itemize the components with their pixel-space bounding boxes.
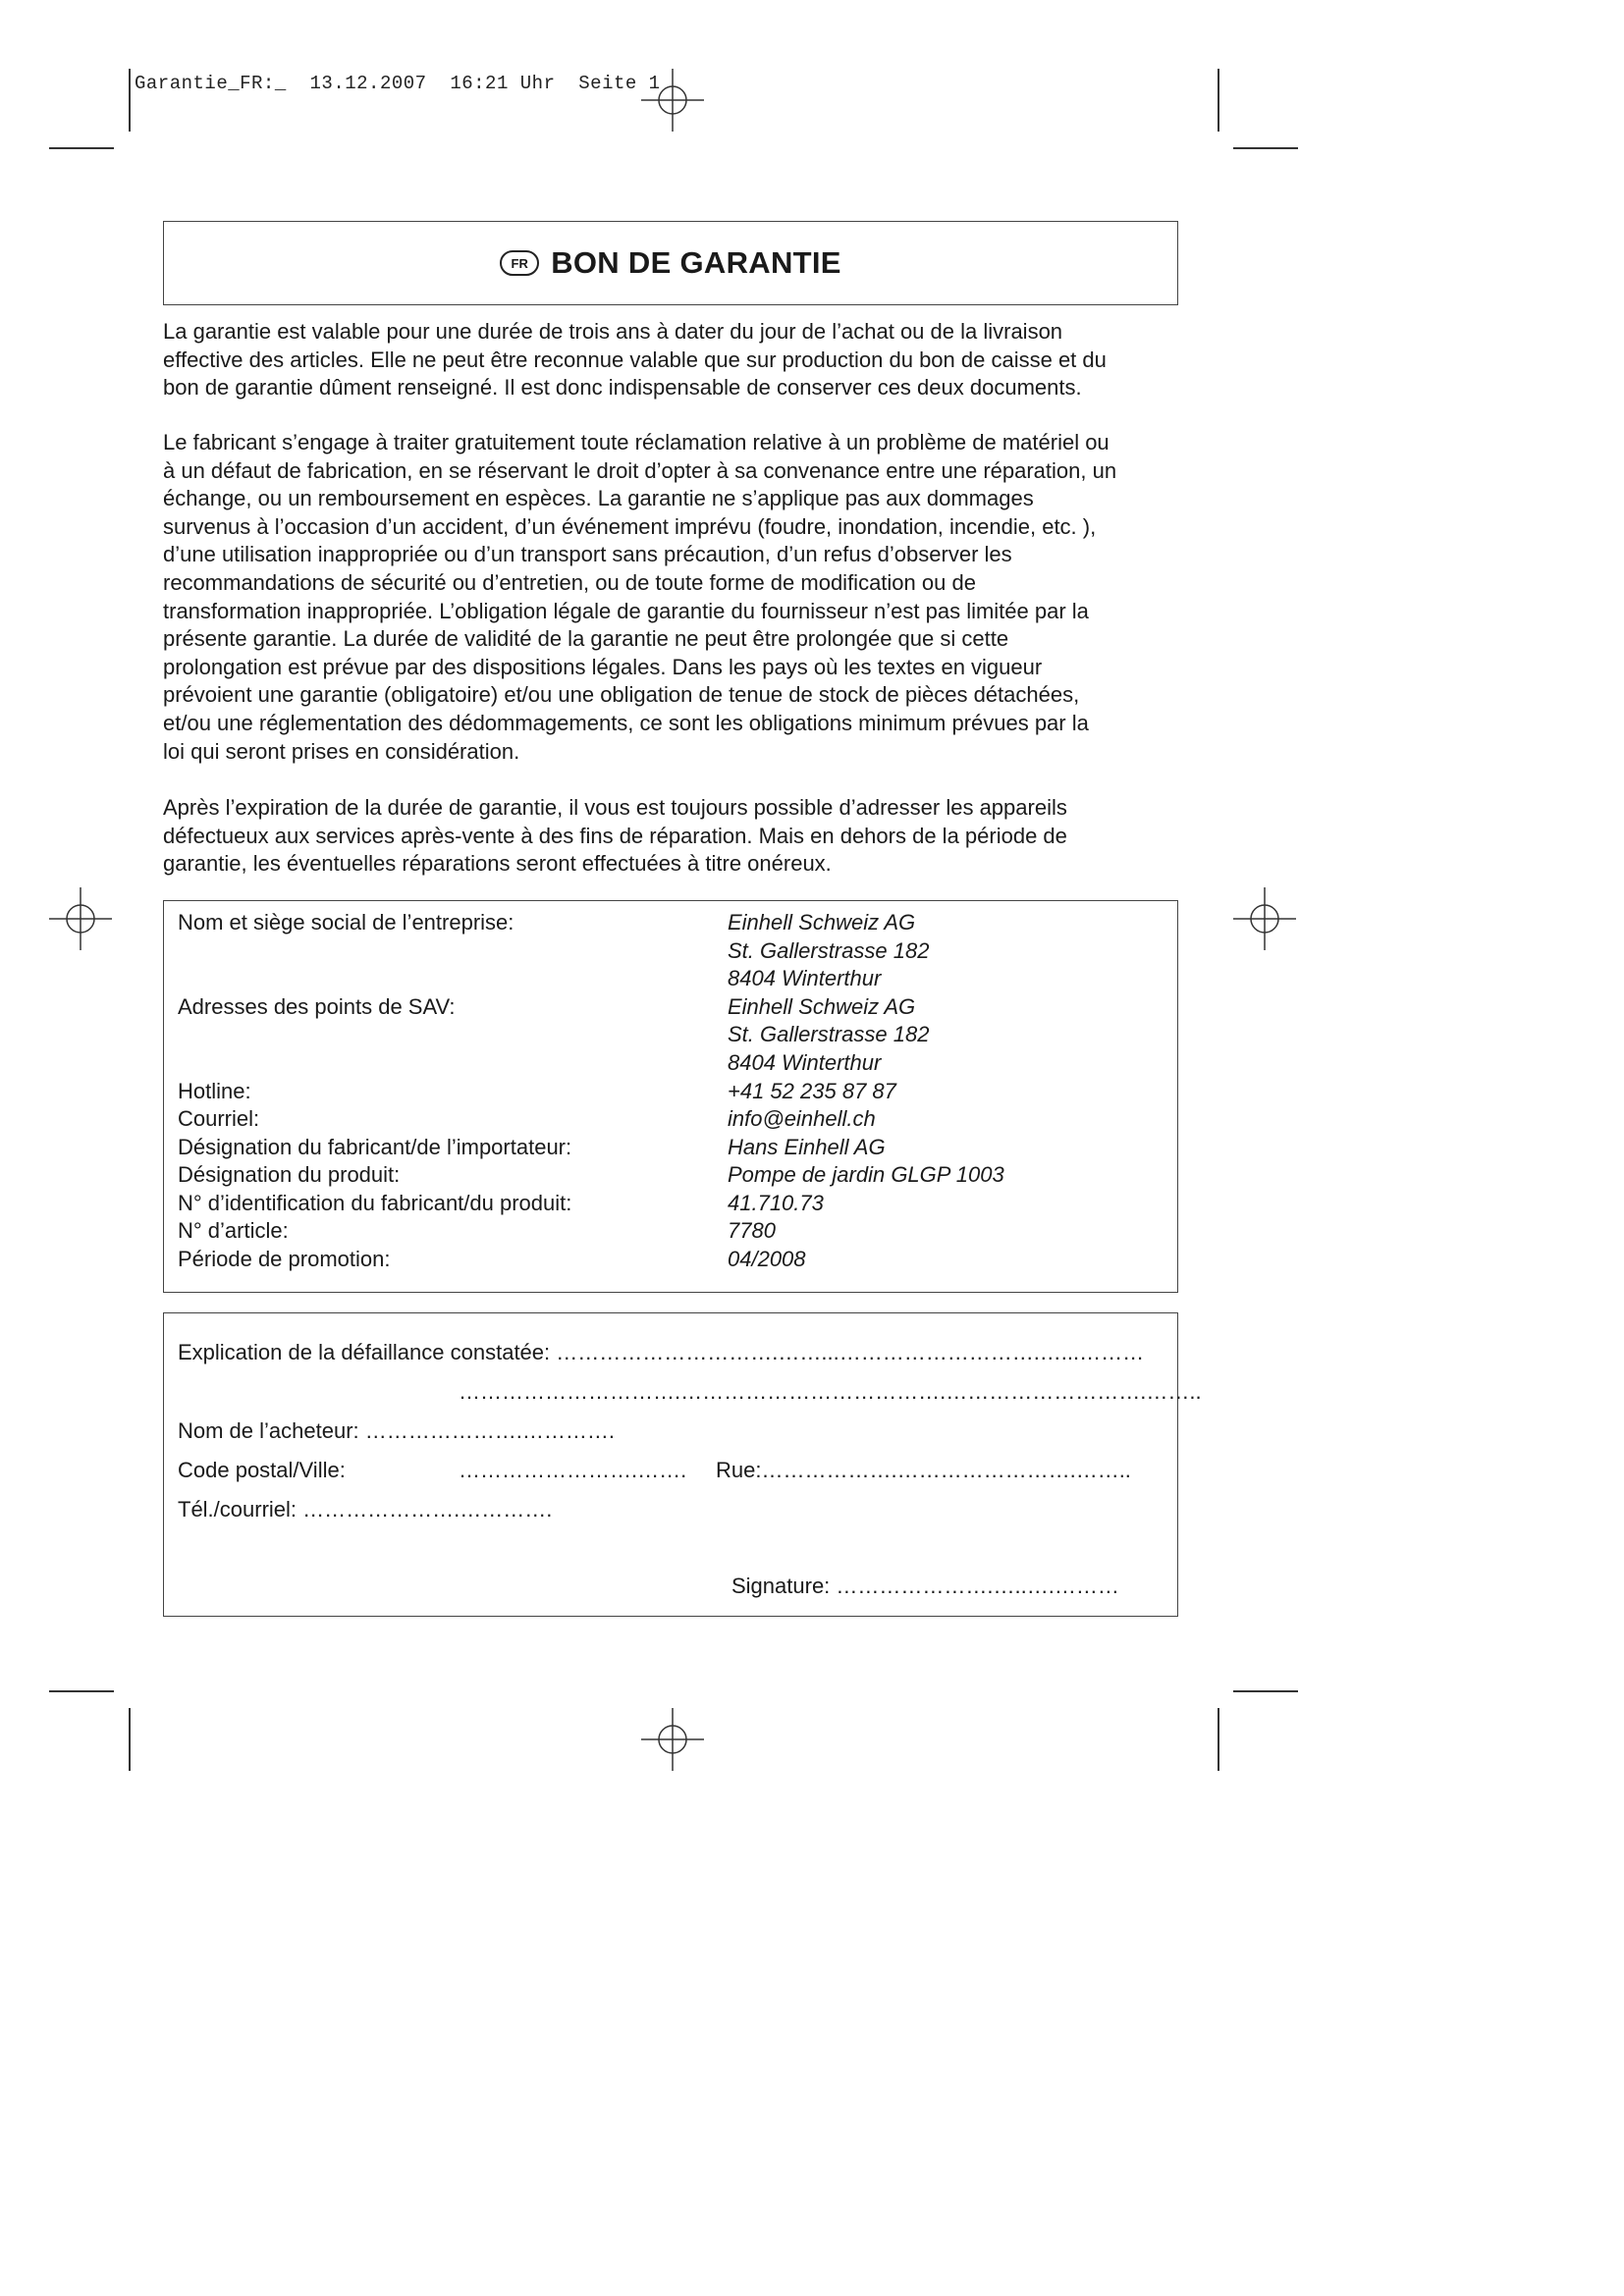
info-value: 8404 Winterthur <box>728 966 882 990</box>
info-row <box>178 965 1167 993</box>
crop-mark <box>49 147 114 149</box>
registration-mark-right-icon <box>1233 887 1296 950</box>
crop-mark <box>1218 69 1219 132</box>
info-label: Désignation du produit: <box>178 1162 401 1187</box>
info-label: Nom et siège social de l’entreprise: <box>178 910 514 934</box>
info-value: Pompe de jardin GLGP 1003 <box>728 1162 1004 1187</box>
buyer-name-field[interactable]: Nom de l’acheteur: ………………….…………. <box>178 1418 615 1443</box>
info-row <box>178 1021 1167 1049</box>
info-row <box>178 1105 1167 1134</box>
language-badge: FR <box>500 250 539 276</box>
title-box <box>163 221 1178 305</box>
info-value: 7780 <box>728 1218 776 1243</box>
paragraph-validity: La garantie est valable pour une durée de trois ans à dater du jour de l’achat ou de la livraison effective des articles. Elle ne peut être reconnue valable que sur production du bon de caisse et du bon de garantie dûment renseigné. Il est donc indispensable de conserver ces deux documents. <box>163 319 1107 400</box>
info-label: Désignation du fabricant/de l’importateur: <box>178 1135 572 1159</box>
info-label: Courriel: <box>178 1106 260 1131</box>
info-label: Période de promotion: <box>178 1247 391 1271</box>
crop-mark <box>1233 1690 1298 1692</box>
paragraph-after-expiry: Après l’expiration de la durée de garantie, il vous est toujours possible d’adresser les appareils défectueux aux services après-vente à des fins de réparation. Mais en dehors de la période de garantie, les éventuelles réparations seront effectuées à titre onéreux. <box>163 795 1067 877</box>
crop-mark <box>129 1708 131 1771</box>
street-field[interactable]: Rue:……………….…………………….…….. <box>716 1458 1131 1482</box>
info-row <box>178 1078 1167 1106</box>
paragraph-terms: Le fabricant s’engage à traiter gratuitement toute réclamation relative à un problème de matériel ou à un défaut de fabrication, en se réservant le droit d’opter à sa convenance entre une réparation, un échange, ou un remboursement en espèces. La garantie ne s’applique pas aux dommages survenus à l’occasion d’un accident, d’un événement imprévu (foudre, inondation, incendie, etc. ), d’une utilisation inappropriée ou d’un transport sans précaution, d’un refus d’observer les recommandations de sécurité ou d’entretien, ou de toute forme de modification ou de transformation inappropriée. L’obligation légale de garantie du fournisseur n’est pas limitée par la présente garantie. La durée de validité de la garantie ne peut être prolongée que si cette prolongation est prévue par des dispositions légales. Dans les pays où les textes en vigueur prévoient une garantie (obligatoire) et/ou une obligation de tenue de stock de pièces détachées, et/ou une réglementation des dédommagements, ce sont les obligations minimum prévues par la loi qui seront prises en considération. <box>163 430 1117 764</box>
customer-form-box <box>163 1312 1202 1617</box>
registration-mark-left-icon <box>49 887 112 950</box>
info-label: N° d’identification du fabricant/du produit: <box>178 1191 572 1215</box>
info-row <box>178 909 1167 937</box>
info-row <box>178 993 1167 1022</box>
info-value: St. Gallerstrasse 182 <box>728 1022 930 1046</box>
info-row <box>178 1161 1167 1190</box>
info-value: St. Gallerstrasse 182 <box>728 938 930 963</box>
info-value: Einhell Schweiz AG <box>728 910 916 934</box>
info-label: Adresses des points de SAV: <box>178 994 456 1019</box>
info-row <box>178 1134 1167 1162</box>
info-value: info@einhell.ch <box>728 1106 876 1131</box>
defect-description-field[interactable]: Explication de la défaillance constatée: ………………………….……...……………………….…...……… <box>178 1340 1145 1364</box>
print-slug: Garantie_FR:_ 13.12.2007 16:21 Uhr Seite 1 <box>135 73 661 94</box>
phone-email-field[interactable]: Tél./courriel: ………………….…………. <box>178 1497 553 1522</box>
crop-mark <box>129 69 131 132</box>
registration-mark-top-icon <box>641 69 704 132</box>
crop-mark <box>1218 1708 1219 1771</box>
defect-description-continuation[interactable]: ………………………….……………………………….……………………….…….. <box>459 1379 1202 1404</box>
page-title: BON DE GARANTIE <box>551 245 841 280</box>
postal-code-field[interactable]: …………………….……. <box>459 1458 687 1482</box>
info-label: Hotline: <box>178 1079 251 1103</box>
info-value: +41 52 235 87 87 <box>728 1079 896 1103</box>
signature-field[interactable]: Signature: ………………….…..….……… <box>731 1574 1119 1598</box>
info-label: N° d’article: <box>178 1218 289 1243</box>
info-value: 8404 Winterthur <box>728 1050 882 1075</box>
company-info-box <box>163 900 1178 1293</box>
info-value: Hans Einhell AG <box>728 1135 886 1159</box>
info-value: 04/2008 <box>728 1247 806 1271</box>
info-row <box>178 1217 1167 1246</box>
info-value: Einhell Schweiz AG <box>728 994 916 1019</box>
crop-mark <box>1233 147 1298 149</box>
info-row <box>178 1246 1167 1274</box>
crop-mark <box>49 1690 114 1692</box>
registration-mark-bottom-icon <box>641 1708 704 1771</box>
info-row <box>178 1049 1167 1078</box>
info-row <box>178 1190 1167 1218</box>
info-value: 41.710.73 <box>728 1191 824 1215</box>
info-row <box>178 937 1167 966</box>
postal-code-label: Code postal/Ville: <box>178 1458 346 1482</box>
